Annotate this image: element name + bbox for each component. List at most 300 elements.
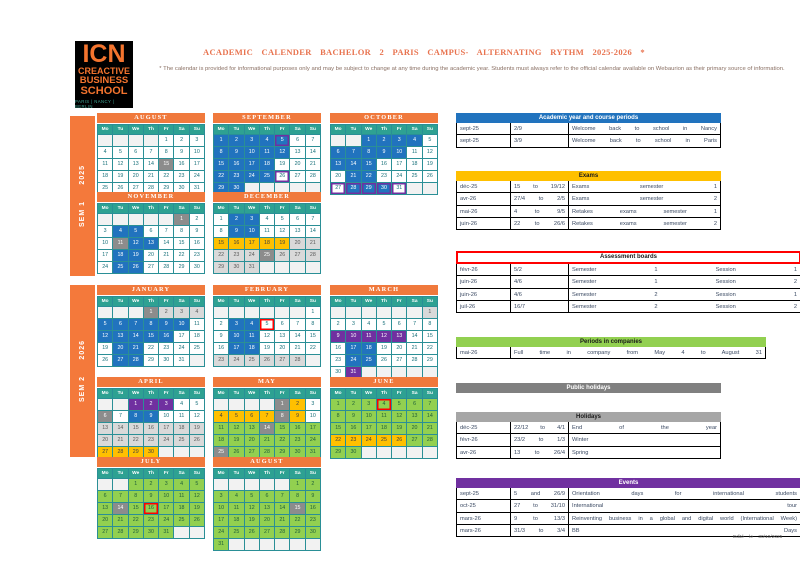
legend-cell-month: sept-25 [457,123,511,134]
day-cell: 13 [260,503,275,515]
month-calendar-june-10 [330,377,438,459]
weekday-header-cell: Sa [174,389,189,399]
weekday-header-cell: Sa [174,297,189,307]
weekday-header-cell: Sa [290,204,305,214]
weekday-header-cell: Th [377,389,392,399]
day-cell: 9 [331,331,346,343]
legend-cell-dates: 2/9 [511,123,569,134]
day-cell: 16 [144,503,159,515]
day-cell: 2 [174,135,189,147]
day-cell: 2 [331,319,346,331]
day-cell: 17 [346,343,361,355]
weekday-header-cell: Th [144,389,159,399]
weekday-header-cell: Mo [98,389,113,399]
day-cell: 12 [392,411,407,423]
month-calendar-january-5 [97,285,205,367]
weekday-header-cell: Tu [346,389,361,399]
day-cell: 2 [290,399,305,411]
weekday-header-cell: Fr [159,389,174,399]
day-cell: 11 [260,226,275,238]
legend-row [456,447,721,459]
day-cell: 10 [98,238,113,250]
day-cell: 18 [377,423,392,435]
empty-cell [346,307,361,319]
weekday-header-cell: Sa [174,469,189,479]
day-cell: 13 [407,411,422,423]
day-cell: 29 [214,262,229,274]
legend-table-header: Public holidays [456,383,721,393]
legend-cell-description: Semester 2 Session 1 [572,291,797,298]
weekday-header-cell: Su [423,125,438,135]
weekday-header-cell: Fr [275,389,290,399]
day-cell: 26 [275,250,290,262]
day-cell: 26 [245,527,260,539]
legend-cell-description: Semester 1 Session 1 [572,267,797,273]
day-cell: 23 [331,355,346,367]
day-cell: 1 [306,307,321,319]
semester-year-label: 2026 [79,340,86,360]
legend-row [456,276,800,288]
weekday-header-cell: Sa [290,389,305,399]
day-cell: 5 [423,135,438,147]
weekday-header-cell: Fr [275,204,290,214]
day-cell: 26 [275,171,290,183]
day-cell: 20 [275,343,290,355]
day-cell: 6 [392,319,407,331]
day-cell: 27 [245,447,260,459]
weekday-header-cell: Mo [98,125,113,135]
day-cell: 25 [190,343,205,355]
legend-cell-description: Welcome back to school in Nancy [572,126,717,132]
day-cell: 10 [190,147,205,159]
day-cell: 31 [174,355,189,367]
legend-cell-description: International tour [572,503,797,510]
day-cell: 1 [129,479,144,491]
legend-cell-month: avr-26 [457,447,511,458]
day-cell: 10 [245,226,260,238]
weekday-header-cell: Tu [113,469,128,479]
day-cell: 15 [144,331,159,343]
day-cell: 17 [392,159,407,171]
day-cell: 17 [214,515,229,527]
weekday-header-cell: We [245,389,260,399]
weekday-header-cell: Th [260,389,275,399]
weekday-header-cell: Th [260,125,275,135]
day-cell: 31 [190,183,205,195]
month-calendar-august-0 [97,113,205,195]
day-cell: 24 [229,355,244,367]
day-cell: 1 [331,399,346,411]
legend-cell-month: sept-25 [457,488,511,499]
day-cell: 30 [144,527,159,539]
day-cell: 21 [346,171,361,183]
day-cell: 18 [190,331,205,343]
day-cell: 14 [346,159,361,171]
weekday-header-cell: We [129,204,144,214]
month-calendar-july-11 [97,457,205,539]
day-cell: 19 [423,159,438,171]
legend-cell-month: avr-26 [457,193,511,204]
day-cell: 4 [214,411,229,423]
empty-cell [98,214,113,226]
weekday-header-cell: Mo [331,125,346,135]
weekday-header-cell: Th [144,204,159,214]
empty-cell [275,307,290,319]
day-cell: 7 [275,491,290,503]
day-cell: 14 [144,159,159,171]
day-cell: 29 [159,183,174,195]
day-cell: 30 [306,527,321,539]
month-title: MAY [213,377,321,387]
day-cell: 23 [229,171,244,183]
legend-cell-description: Retakes exams semester 2 [572,220,717,227]
day-cell: 31 [306,447,321,459]
weekday-header-cell: Fr [275,469,290,479]
day-cell: 7 [306,214,321,226]
legend-cell-dates: 27 to 31/10 [511,500,569,511]
day-cell: 21 [129,343,144,355]
day-cell: 7 [290,319,305,331]
day-cell: 25 [260,171,275,183]
legend-table-exams [456,171,721,230]
weekday-header-cell: Tu [113,125,128,135]
month-title: OCTOBER [330,113,438,123]
day-cell: 9 [144,491,159,503]
day-cell: 18 [229,515,244,527]
day-cell: 27 [113,355,128,367]
day-cell: 19 [275,238,290,250]
day-cell: 12 [423,147,438,159]
weekday-header-cell: Mo [214,469,229,479]
day-cell: 10 [346,331,361,343]
day-cell: 8 [129,411,144,423]
day-cell: 22 [129,515,144,527]
empty-cell [229,479,244,491]
legend-cell-dates: 16/7 [511,301,569,312]
day-cell: 5 [245,491,260,503]
day-cell: 9 [290,411,305,423]
legend-cell-description: End of the year [572,425,717,431]
day-cell: 14 [113,423,128,435]
day-cell: 15 [174,238,189,250]
month-grid [97,388,205,459]
day-cell: 20 [290,159,305,171]
day-cell: 8 [331,411,346,423]
month-title: APRIL [97,377,205,387]
legend-cell-month: juil-26 [457,301,511,312]
day-cell: 19 [129,250,144,262]
empty-cell [392,447,407,459]
day-cell: 5 [190,479,205,491]
day-cell: 17 [362,423,377,435]
legend-cell-description: Exams semester 1 [572,184,717,190]
day-cell: 28 [144,183,159,195]
day-cell: 21 [159,250,174,262]
day-cell: 2 [229,135,244,147]
legend-cell-dates: 5/2 [511,264,569,275]
month-grid [213,124,321,195]
day-cell: 30 [290,447,305,459]
day-cell: 18 [245,343,260,355]
day-cell: 10 [174,319,189,331]
weekday-header-cell: Su [306,297,321,307]
day-cell: 11 [260,147,275,159]
day-cell: 14 [129,331,144,343]
month-calendar-october-2 [330,113,438,195]
day-cell: 28 [159,262,174,274]
legend-cell-month: déc-25 [457,422,511,433]
day-cell: 1 [174,214,189,226]
empty-cell [129,307,144,319]
weekday-header-cell: We [362,389,377,399]
day-cell: 1 [129,399,144,411]
day-cell: 13 [144,238,159,250]
month-calendar-november-3 [97,192,205,274]
day-cell: 12 [275,226,290,238]
day-cell: 22 [129,435,144,447]
school-logo [75,41,133,108]
day-cell: 14 [260,423,275,435]
day-cell: 16 [190,238,205,250]
day-cell: 24 [98,262,113,274]
day-cell: 28 [423,435,438,447]
day-cell: 5 [260,319,275,331]
day-cell: 15 [214,159,229,171]
day-cell: 6 [275,319,290,331]
empty-cell [275,262,290,274]
empty-cell [113,399,128,411]
day-cell: 30 [159,355,174,367]
day-cell: 7 [113,491,128,503]
weekday-header-cell: We [129,297,144,307]
day-cell: 28 [113,447,128,459]
weekday-header-cell: Su [190,204,205,214]
day-cell: 10 [214,503,229,515]
month-grid [213,468,321,551]
day-cell: 13 [290,147,305,159]
day-cell: 1 [290,479,305,491]
day-cell: 3 [392,135,407,147]
day-cell: 7 [260,411,275,423]
day-cell: 9 [190,226,205,238]
legend-cell-month: sept-25 [457,135,511,146]
month-grid [97,124,205,195]
day-cell: 29 [214,183,229,195]
legend-table-header: Periods in companies [456,337,766,347]
day-cell: 9 [144,411,159,423]
day-cell: 4 [377,399,392,411]
day-cell: 17 [306,423,321,435]
day-cell: 27 [407,435,422,447]
empty-cell [214,479,229,491]
day-cell: 16 [377,159,392,171]
legend-row [456,123,721,135]
day-cell: 25 [174,515,189,527]
month-calendar-december-4 [213,192,321,274]
day-cell: 7 [144,147,159,159]
month-title: FEBRUARY [213,285,321,295]
day-cell: 23 [214,355,229,367]
day-cell: 19 [377,343,392,355]
empty-cell [362,307,377,319]
legend-table-header: Holidays [456,412,721,422]
day-cell: 22 [214,171,229,183]
day-cell: 2 [306,479,321,491]
day-cell: 8 [423,319,438,331]
empty-cell [346,135,361,147]
month-grid [97,296,205,367]
day-cell: 6 [331,147,346,159]
empty-cell [306,262,321,274]
weekday-header-cell: We [129,389,144,399]
day-cell: 27 [392,355,407,367]
day-cell: 12 [260,331,275,343]
day-cell: 17 [159,503,174,515]
day-cell: 11 [190,319,205,331]
day-cell: 12 [129,238,144,250]
empty-cell [245,399,260,411]
day-cell: 20 [331,171,346,183]
month-calendar-february-6 [213,285,321,367]
legend-row [456,301,800,313]
weekday-header-cell: We [245,204,260,214]
day-cell: 4 [113,226,128,238]
day-cell: 16 [159,331,174,343]
day-cell: 6 [113,319,128,331]
month-grid [213,203,321,274]
weekday-header-cell: Tu [229,125,244,135]
day-cell: 24 [159,515,174,527]
day-cell: 3 [159,399,174,411]
day-cell: 23 [290,435,305,447]
day-cell: 20 [129,171,144,183]
day-cell: 23 [306,515,321,527]
logo-line-school: SCHOOL [80,84,128,97]
weekday-header-cell: Th [377,125,392,135]
day-cell: 5 [275,214,290,226]
legend-cell-description: Winter [572,437,589,444]
empty-cell [245,307,260,319]
day-cell: 12 [113,159,128,171]
day-cell: 24 [174,343,189,355]
empty-cell [174,527,189,539]
weekday-header-cell: We [362,297,377,307]
legend-cell-dates: 4/6 [511,289,569,300]
empty-cell [290,307,305,319]
day-cell: 1 [159,135,174,147]
day-cell: 23 [377,171,392,183]
day-cell: 26 [113,183,128,195]
day-cell: 5 [190,399,205,411]
day-cell: 11 [98,159,113,171]
weekday-header-cell: Th [260,204,275,214]
empty-cell [260,307,275,319]
legend-table-header: Assessment boards [456,251,800,264]
legend-cell-description: Semester 2 Session 2 [572,303,797,310]
day-cell: 23 [144,435,159,447]
weekday-header-cell: Fr [392,297,407,307]
weekday-header-cell: Tu [113,389,128,399]
day-cell: 13 [129,159,144,171]
day-cell: 9 [346,411,361,423]
day-cell: 11 [214,423,229,435]
empty-cell [245,539,260,551]
day-cell: 28 [275,527,290,539]
day-cell: 29 [362,183,377,195]
day-cell: 5 [275,135,290,147]
month-calendar-may-9 [213,377,321,459]
month-title: JUNE [330,377,438,387]
legend-row [456,181,721,193]
day-cell: 13 [98,423,113,435]
legend-row [456,500,800,512]
logo-line-business: BUSINESS [79,75,129,87]
legend-cell-month: mai-26 [457,206,511,217]
weekday-header-cell: Mo [98,297,113,307]
day-cell: 25 [377,435,392,447]
day-cell: 26 [229,447,244,459]
legend-cell-description: Welcome back to school in Paris [572,138,717,145]
day-cell: 17 [190,159,205,171]
day-cell: 10 [362,411,377,423]
day-cell: 9 [306,491,321,503]
day-cell: 7 [306,135,321,147]
month-grid [330,124,438,195]
empty-cell [229,539,244,551]
day-cell: 16 [174,159,189,171]
day-cell: 27 [129,183,144,195]
day-cell: 12 [229,423,244,435]
weekday-header-cell: Mo [214,297,229,307]
empty-cell [144,135,159,147]
day-cell: 24 [362,435,377,447]
day-cell: 11 [113,238,128,250]
semester-bar-2026 [70,285,95,457]
day-cell: 30 [190,262,205,274]
day-cell: 24 [190,171,205,183]
day-cell: 4 [174,399,189,411]
month-grid [213,296,321,367]
day-cell: 29 [129,447,144,459]
day-cell: 21 [113,435,128,447]
empty-cell [229,399,244,411]
legend-row [456,289,800,301]
legend-table-assessment-boards [456,251,800,313]
day-cell: 7 [346,147,361,159]
empty-cell [331,307,346,319]
day-cell: 26 [423,171,438,183]
day-cell: 14 [407,331,422,343]
empty-cell [407,447,422,459]
empty-cell [190,355,205,367]
empty-cell [423,447,438,459]
legend-cell-dates: 31/3 to 3/4 [511,525,569,536]
day-cell: 14 [306,226,321,238]
day-cell: 30 [229,262,244,274]
day-cell: 5 [392,399,407,411]
empty-cell [113,479,128,491]
day-cell: 28 [346,183,361,195]
day-cell: 15 [362,159,377,171]
legend-cell-dates: 3/9 [511,135,569,146]
day-cell: 24 [392,171,407,183]
weekday-header-cell: Su [306,125,321,135]
day-cell: 24 [214,527,229,539]
day-cell: 5 [113,147,128,159]
day-cell: 30 [174,183,189,195]
weekday-header-cell: Fr [159,204,174,214]
weekday-header-cell: Su [190,389,205,399]
